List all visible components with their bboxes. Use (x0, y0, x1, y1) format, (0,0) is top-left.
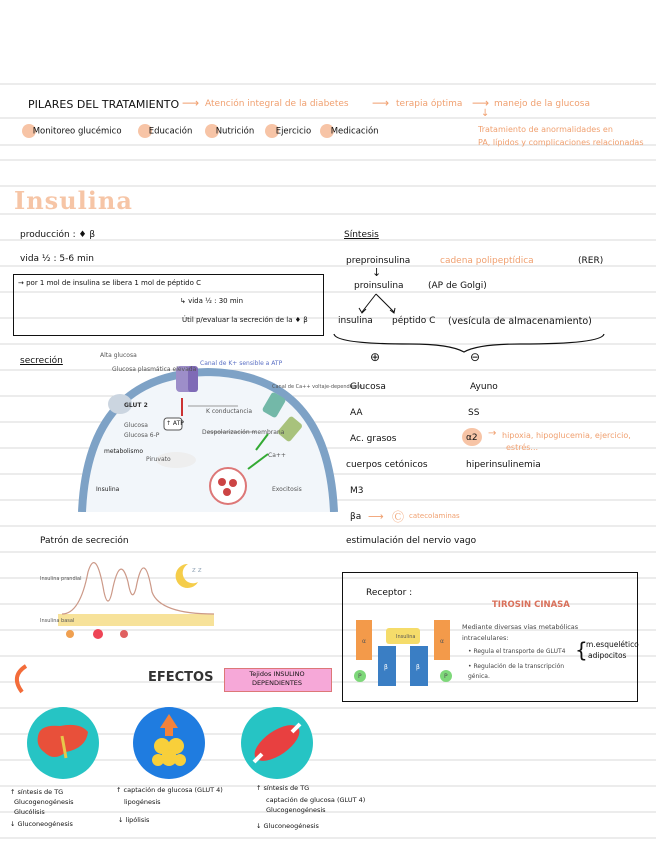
glut-label: GLUT 2 (124, 402, 148, 409)
split-arrows-icon (350, 292, 410, 316)
glucosa-in-label: Glucosa (124, 422, 148, 429)
ca-label: Ca++ (268, 452, 286, 459)
golgi: (AP de Golgi) (428, 281, 487, 291)
efectos-tag-text: Tejidos INSULINO DEPENDIENTES (249, 670, 305, 687)
insulina-cell-label: Insulina (96, 486, 120, 493)
reg-plus-4: cuerpos cetónicos (346, 460, 428, 470)
moon-icon (170, 560, 204, 590)
reg-minus-3: α2 (466, 433, 478, 443)
piruvato-label: Piruvato (146, 456, 171, 463)
receptor-p-l: P (358, 673, 362, 680)
liver-effect-1: ↑ síntesis de TG (10, 788, 64, 796)
brace-small-icon: { (575, 638, 588, 662)
pilares-flow-1: Atención integral de la diabetes (205, 99, 349, 109)
gluco6p-label: Glucosa 6-P (124, 432, 160, 439)
peptido-line-2: ↳ vida ½ : 30 min (180, 297, 244, 305)
pilares-flow-4a: Tratamiento de anormalidades en (478, 125, 613, 134)
muscle-effect-4: ↓ Gluconeogénesis (256, 822, 319, 830)
reg-plus-3: Ac. grasos (350, 434, 397, 444)
vago: estimulación del nervio vago (346, 536, 477, 546)
reg-minus-2: SS (468, 408, 480, 418)
receptor-beta-r: β (416, 664, 420, 671)
patron-heading: Patrón de secreción (40, 536, 129, 546)
beta-arrow: ⟶ (368, 510, 384, 523)
receptor-diagram (352, 606, 456, 690)
ca-channel-label: Canal de Ca++ voltaje-dependiente (272, 384, 363, 390)
atp-label: ↑ ATP (166, 420, 184, 427)
pilares-item: Nutrición (205, 124, 254, 138)
muscle-icon (240, 706, 314, 780)
minus-icon: ⊖ (470, 350, 481, 364)
receptor-beta-l: β (384, 664, 388, 671)
cadena-polipeptidica: cadena polipeptídica (440, 256, 534, 266)
fat-cell-icon (132, 706, 206, 780)
proinsulina: proinsulina (354, 281, 404, 291)
insulina-product: insulina (338, 316, 373, 326)
svg-text:z z: z z (192, 566, 202, 574)
desp-label: Despolarización membrana (202, 429, 285, 436)
pilares-arrow-down: ↓ (481, 108, 490, 119)
pilares-arrow: ⟶ (372, 96, 390, 110)
fat-effect-3: ↓ lipólisis (118, 816, 150, 824)
receptor-bullet-2: • Regulación de la transcripción génica. (468, 663, 565, 680)
muscle-effect-3: Glucogenogénesis (266, 806, 326, 814)
fat-effect-1: ↑ captación de glucosa (GLUT 4) (116, 786, 223, 794)
receptor-side-2: adipocitos (588, 651, 627, 660)
insulina-title: Insulina (14, 186, 133, 215)
vesicula: (vesícula de almacenamiento) (448, 316, 592, 327)
liver-effect-3: Glucólisis (14, 808, 45, 816)
alpha-note-1: hipoxia, hipoglucemia, ejercicio, (502, 431, 631, 440)
label-top: Alta glucosa (100, 352, 137, 359)
produccion: producción : ♦ β (20, 230, 96, 240)
receptor-p-r: P (444, 673, 448, 680)
beta-note: catecolaminas (409, 512, 460, 520)
liver-effect-2: Glucogenogénesis (14, 798, 74, 806)
beta-circle: Ⓒ (392, 510, 405, 524)
reg-plus-5: M3 (350, 486, 364, 496)
pilares-title: PILARES DEL TRATAMIENTO (28, 98, 180, 111)
pilares-flow-2: terapia óptima (396, 99, 463, 109)
preproinsulina: preproinsulina (346, 256, 411, 266)
reg-plus-6: βa (350, 512, 362, 522)
cond-label: K conductancia (206, 408, 252, 415)
pilares-item: Ejercicio (265, 124, 311, 138)
arrow-down: ↓ (372, 266, 382, 279)
receptor-side-1: m.esquelético (586, 640, 639, 649)
peptido-line-1: → por 1 mol de insulina se libera 1 mol de péptido C (18, 279, 202, 287)
pilares-item: Monitoreo glucémico (22, 124, 122, 138)
rer: (RER) (578, 256, 604, 266)
vida-media: vida ½ : 5-6 min (20, 254, 94, 264)
katp-label: Canal de K+ sensible a ATP (200, 360, 283, 367)
liver-effect-4: ↓ Gluconeogénesis (10, 820, 73, 828)
reg-minus-4: hiperinsulinemia (466, 460, 541, 470)
sintesis-heading: Síntesis (344, 230, 379, 240)
reg-plus-1: Glucosa (350, 382, 386, 392)
liver-icon (26, 706, 100, 780)
fat-effect-2: lipogénesis (124, 798, 161, 806)
alpha-note-2: estrés... (506, 443, 539, 452)
exocitosis-label: Exocitosis (272, 486, 302, 493)
receptor-alpha-l: α (362, 638, 366, 645)
secrecion-heading: secreción (20, 356, 63, 366)
receptor-bullet-1: • Regula el transporte de GLUT4 (468, 648, 566, 655)
label-blood: Glucosa plasmática elevada (112, 366, 197, 373)
pilares-arrow: ⟶ (472, 96, 490, 110)
receptor-insulin-label: Insulina (396, 634, 416, 640)
muscle-effect-2: captación de glucosa (GLUT 4) (266, 796, 366, 804)
basal-label: Insulina basal (40, 618, 75, 624)
tirosin-title: TIROSIN CINASA (492, 600, 570, 610)
metabolismo-label: metabolismo (104, 448, 144, 455)
pilares-item: Educación (138, 124, 192, 138)
orange-arc-icon (8, 664, 32, 694)
receptor-alpha-r: α (440, 638, 444, 645)
alpha-arrow: → (488, 428, 497, 439)
pilares-flow-3: manejo de la glucosa (494, 99, 590, 109)
pilares-arrow: ⟶ (182, 96, 200, 110)
prandial-label: Insulina prandial (40, 576, 82, 582)
muscle-effect-1: ↑ síntesis de TG (256, 784, 310, 792)
peptido-line-3: Útil p/evaluar la secreción de la ♦ β (182, 316, 308, 324)
reg-minus-1: Ayuno (470, 382, 498, 392)
peptido-c: péptido C (392, 316, 436, 326)
pilares-item: Medicación (320, 124, 379, 138)
receptor-desc: Mediante diversas vías metabólicas intracelulares: (462, 623, 579, 642)
receptor-label: Receptor : (366, 588, 413, 598)
pilares-flow-4b: PA, lípidos y complicaciones relacionadas (478, 138, 644, 147)
efectos-title: EFECTOS (148, 670, 214, 685)
reg-plus-2: AA (350, 408, 363, 418)
plus-icon: ⊕ (370, 350, 381, 364)
